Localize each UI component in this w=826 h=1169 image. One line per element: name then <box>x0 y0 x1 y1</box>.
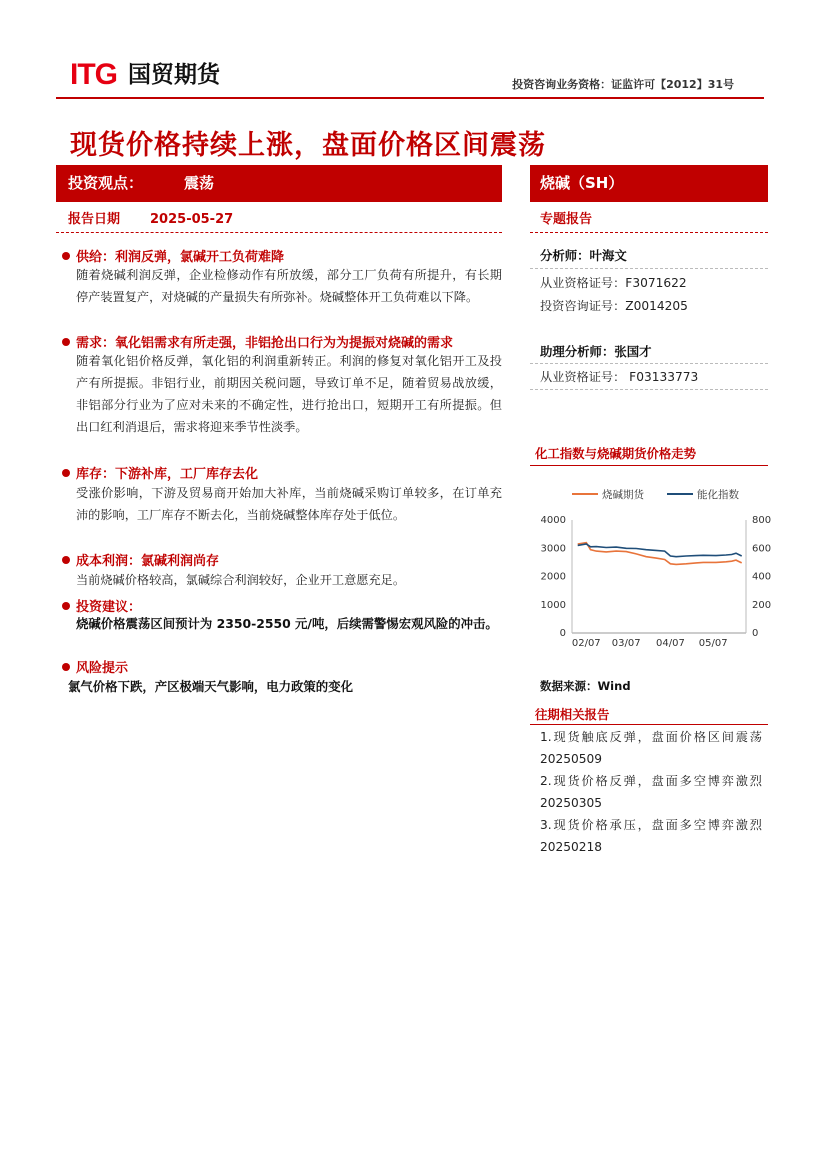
report-type-divider <box>530 232 768 233</box>
report-date-value: 2025-05-27 <box>150 212 234 227</box>
related-title-rule <box>530 724 768 725</box>
section-heading: 供给：利润反弹，氯碱开工负荷难降 <box>62 246 284 265</box>
company-name: 国贸期货 <box>128 62 220 88</box>
chart-title-rule <box>530 465 768 466</box>
y-tick-label-left: 1000 <box>540 599 566 611</box>
y-tick-label-right: 600 <box>752 543 772 555</box>
y-tick-label-left: 2000 <box>540 571 566 583</box>
date-divider <box>56 232 502 233</box>
section-heading: 成本利润：氯碱利润尚存 <box>62 550 219 569</box>
chart-title: 化工指数与烧碱期货价格走势 <box>535 446 697 461</box>
related-reports-title: 往期相关报告 <box>535 707 610 722</box>
investment-view-value: 震荡 <box>184 174 215 192</box>
analyst-name: 分析师：叶海文 <box>540 248 627 263</box>
legend-label: 能化指数 <box>697 489 739 501</box>
divider <box>530 363 768 364</box>
bullet-icon <box>62 602 70 610</box>
report-date <box>68 208 233 227</box>
investment-view-label: 投资观点： <box>68 174 144 192</box>
y-tick-label-right: 800 <box>752 515 772 526</box>
bullet-icon <box>62 252 70 260</box>
bullet-icon <box>62 338 70 346</box>
y-tick-label-left: 0 <box>559 628 566 639</box>
data-source: 数据来源：Wind <box>540 679 631 693</box>
bullet-icon <box>62 663 70 671</box>
divider <box>530 268 768 269</box>
x-tick-label: 05/07 <box>698 638 728 649</box>
x-tick-label: 04/07 <box>655 638 685 649</box>
legend-label: 烧碱期货 <box>602 489 644 501</box>
analyst-cert: 从业资格证号：F3071622 <box>540 276 687 290</box>
assistant-analyst-name: 助理分析师：张国才 <box>540 344 652 359</box>
license-text: 投资咨询业务资格：证监许可【2012】31号 <box>512 78 734 91</box>
investment-view-bar <box>56 165 502 202</box>
header-divider <box>56 97 764 99</box>
series-line-1 <box>578 543 742 565</box>
section-text: 当前烧碱价格较高，氯碱综合利润较好，企业开工意愿充足。 <box>76 573 406 587</box>
divider <box>530 389 768 390</box>
section-text: 随着烧碱利润反弹，企业检修动作有所放缓，部分工厂负荷有所提升，有长期停产装置复产，对烧碱的产量损失有所弥补。烧碱整体开工负荷难以下降。 <box>76 268 502 304</box>
y-tick-label-right: 400 <box>752 571 772 583</box>
y-tick-label-left: 4000 <box>540 515 566 526</box>
itg-logo: ITG <box>70 58 117 91</box>
analyst-cert: 投资咨询证号：Z0014205 <box>540 299 688 313</box>
report-type: 专题报告 <box>540 212 593 227</box>
x-tick-label: 03/07 <box>611 638 641 649</box>
section-heading: 库存：下游补库，工厂库存去化 <box>62 463 258 482</box>
assistant-cert: 从业资格证号： F03133773 <box>540 370 699 384</box>
report-date-label: 报告日期 <box>68 212 121 227</box>
section-text: 随着氧化铝价格反弹，氧化铝的利润重新转正。利润的修复对氧化铝开工及投产有所提振。非铝行业，前期因关税问题，导致订单不足，随着贸易战放缓，非铝部分行业为了应对未来的不确定性，进行抢出口，短期开工有所提振。但出口红利消退后，需求将迎来季节性淡季。 <box>76 354 502 434</box>
risk-text: 氯气价格下跌，产区极端天气影响，电力政策的变化 <box>68 679 353 694</box>
series-line-2 <box>578 544 742 557</box>
report-title: 现货价格持续上涨，盘面价格区间震荡 <box>70 130 546 161</box>
bullet-icon <box>62 556 70 564</box>
product-name: 烧碱（SH） <box>540 174 624 192</box>
investment-advice: 烧碱价格震荡区间预计为 2350-2550 元/吨，后续需警惕宏观风险的冲击。 <box>76 616 498 631</box>
section-heading: 投资建议： <box>62 596 141 615</box>
section-text: 受涨价影响，下游及贸易商开始加大补库，当前烧碱采购订单较多，在订单充沛的影响，工厂库存不断去化，当前烧碱整体库存处于低位。 <box>76 486 502 522</box>
price-chart <box>530 478 772 658</box>
related-report-item[interactable]: 1.现货触底反弹，盘面价格区间震荡 20250509 <box>540 730 762 766</box>
y-tick-label-right: 0 <box>752 628 759 639</box>
x-tick-label: 02/07 <box>571 638 601 649</box>
section-heading: 风险提示 <box>62 657 128 676</box>
related-report-item[interactable]: 2.现货价格反弹，盘面多空博弈激烈 20250305 <box>540 774 762 810</box>
y-tick-label-right: 200 <box>752 599 772 611</box>
y-tick-label-left: 3000 <box>540 543 566 555</box>
bullet-icon <box>62 469 70 477</box>
product-bar <box>530 165 768 202</box>
related-report-item[interactable]: 3.现货价格承压，盘面多空博弈激烈 20250218 <box>540 818 762 854</box>
section-heading: 需求：氧化铝需求有所走强，非铝抢出口行为为提振对烧碱的需求 <box>62 332 453 351</box>
